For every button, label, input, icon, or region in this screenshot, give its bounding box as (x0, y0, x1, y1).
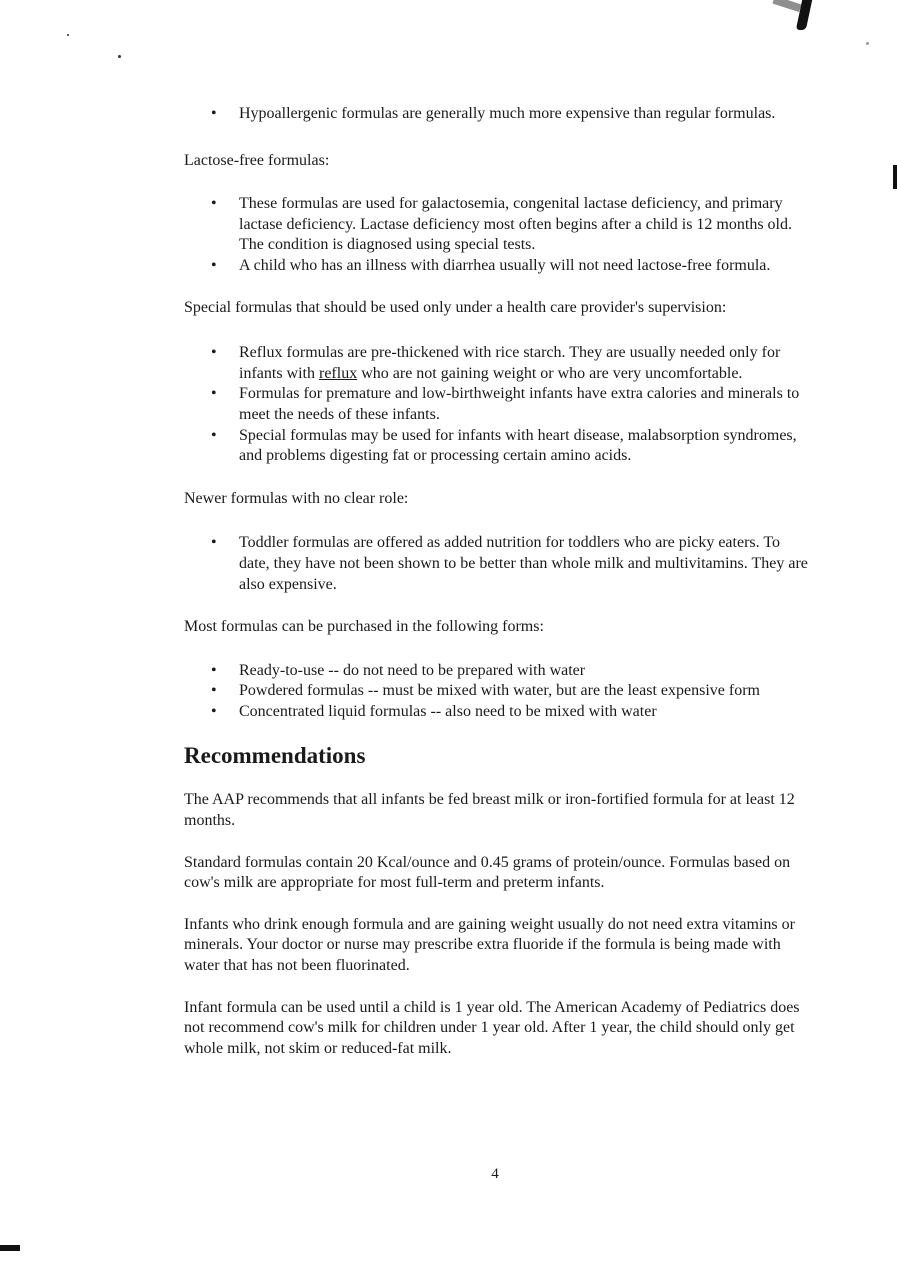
list-item: • Ready-to-use -- do not need to be prepared with water (184, 661, 814, 682)
list-item: • Special formulas may be used for infants with heart disease, malabsorption syndromes, and problems digesting fat or processing certain amino acids. (184, 426, 814, 467)
special-formulas-list (184, 343, 814, 467)
forms-label: Most formulas can be purchased in the following forms: (184, 618, 544, 636)
scan-artifact-bottom-left (0, 1245, 20, 1251)
scan-artifact-right-edge (893, 165, 897, 189)
list-item: • Hypoallergenic formulas are generally much more expensive than regular formulas. (184, 104, 814, 125)
recommendation-paragraph: Standard formulas contain 20 Kcal/ounce and 0.45 grams of protein/ounce. Formulas based on cow's milk are appropriate for most full-term and preterm infants. (184, 853, 791, 892)
list-item: • These formulas are used for galactosemia, congenital lactase deficiency, and primary lactase deficiency. Lactase deficiency most often begins after a child is 12 months old. The condition is diagnosed using special tests. (184, 194, 814, 256)
list-item: • Toddler formulas are offered as added nutrition for toddlers who are picky eaters. To date, they have not been shown to be better than whole milk and multivitamins. They are also expensive. (184, 533, 814, 595)
list-item (184, 343, 814, 384)
list-item: • Concentrated liquid formulas -- also need to be mixed with water (184, 702, 814, 723)
recommendation-paragraph: The AAP recommends that all infants be fed breast milk or iron-fortified formula for at least 12 months. (184, 791, 795, 830)
lactose-free-label: Lactose-free formulas: (184, 151, 330, 169)
recommendation-paragraph: Infant formula can be used until a child is 1 year old. The American Academy of Pediatrics does not recommend cow's milk for children under 1 year old. After 1 year, the child should only get whole milk, not skim or reduced-fat milk. (184, 998, 800, 1057)
lactose-free-list (184, 194, 814, 276)
special-formulas-label: Special formulas that should be used only under a health care provider's supervision: (184, 298, 727, 316)
list-item: • Formulas for premature and low-birthweight infants have extra calories and minerals to meet the needs of these infants. (184, 384, 814, 425)
recommendations-heading: Recommendations (184, 743, 366, 769)
scan-speck (67, 34, 69, 36)
reflux-link[interactable]: reflux (319, 364, 358, 382)
document-body (184, 104, 814, 1059)
hypoallergenic-list (184, 104, 814, 125)
recommendation-paragraph: Infants who drink enough formula and are gaining weight usually do not need extra vitamins or minerals. Your doctor or nurse may prescribe extra fluoride if the formula is being made with water that has not been fluorinated. (184, 915, 795, 975)
forms-list (184, 661, 814, 723)
reflux-text-after: who are not gaining weight or who are very uncomfortable. (357, 364, 743, 382)
newer-formulas-list (184, 533, 814, 595)
reflux-text-before: Reflux formulas are pre-thickened with rice starch. They are usually needed only for infants with (239, 344, 781, 382)
page-number: 4 (491, 1166, 499, 1182)
newer-formulas-label: Newer formulas with no clear role: (184, 489, 409, 507)
list-item: • A child who has an illness with diarrhea usually will not need lactose-free formula. (184, 256, 814, 277)
scan-speck (866, 42, 869, 45)
scan-speck (118, 55, 121, 58)
scan-artifact-top-right-shadow (772, 0, 801, 12)
list-item: • Powdered formulas -- must be mixed with water, but are the least expensive form (184, 681, 814, 702)
